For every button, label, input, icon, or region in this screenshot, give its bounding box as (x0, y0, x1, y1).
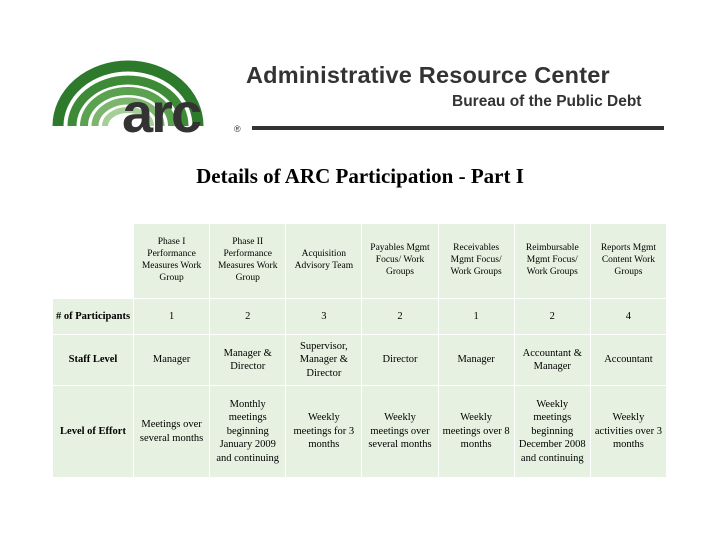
table-cell: Manager & Director (210, 335, 285, 385)
table-cell: Weekly meetings over several months (362, 386, 437, 477)
column-header: Acquisition Advisory Team (286, 224, 361, 298)
table-row (53, 299, 666, 334)
row-header: Level of Effort (53, 386, 133, 477)
table-corner-cell (53, 224, 133, 298)
participation-table (52, 223, 667, 478)
arc-logo (50, 52, 245, 137)
table-cell: 2 (362, 299, 437, 334)
table-cell: Meetings over several months (134, 386, 209, 477)
table-cell: Monthly meetings beginning January 2009 and continuing (210, 386, 285, 477)
row-header: Staff Level (53, 335, 133, 385)
page-title: Details of ARC Participation - Part I (196, 164, 524, 188)
table-cell: 4 (591, 299, 666, 334)
table-cell: Manager (134, 335, 209, 385)
registered-mark: ® (234, 124, 241, 134)
table-cell: 3 (286, 299, 361, 334)
table-cell: 1 (439, 299, 514, 334)
org-subtitle: Bureau of the Public Debt (452, 93, 642, 110)
column-header: Reports Mgmt Content Work Groups (591, 224, 666, 298)
table-cell: 1 (134, 299, 209, 334)
column-header: Payables Mgmt Focus/ Work Groups (362, 224, 437, 298)
column-header: Phase I Performance Measures Work Group (134, 224, 209, 298)
table-cell: Supervisor, Manager & Director (286, 335, 361, 385)
column-header: Reimbursable Mgmt Focus/ Work Groups (515, 224, 590, 298)
table-cell: Weekly meetings beginning December 2008 and continuing (515, 386, 590, 477)
table-cell: Accountant (591, 335, 666, 385)
table-cell: Accountant & Manager (515, 335, 590, 385)
table-cell: 2 (515, 299, 590, 334)
table-cell: Director (362, 335, 437, 385)
table-row (53, 386, 666, 477)
row-header: # of Participants (53, 299, 133, 334)
table-cell: Weekly activities over 3 months (591, 386, 666, 477)
logo-text: arc (122, 81, 201, 137)
table-cell: 2 (210, 299, 285, 334)
table-cell: Weekly meetings for 3 months (286, 386, 361, 477)
table-cell: Manager (439, 335, 514, 385)
table-cell: Weekly meetings over 8 months (439, 386, 514, 477)
table-header-row (53, 224, 666, 298)
column-header: Phase II Performance Measures Work Group (210, 224, 285, 298)
org-name: Administrative Resource Center (246, 62, 610, 88)
column-header: Receivables Mgmt Focus/ Work Groups (439, 224, 514, 298)
header-rule (252, 126, 664, 130)
table-row (53, 335, 666, 385)
